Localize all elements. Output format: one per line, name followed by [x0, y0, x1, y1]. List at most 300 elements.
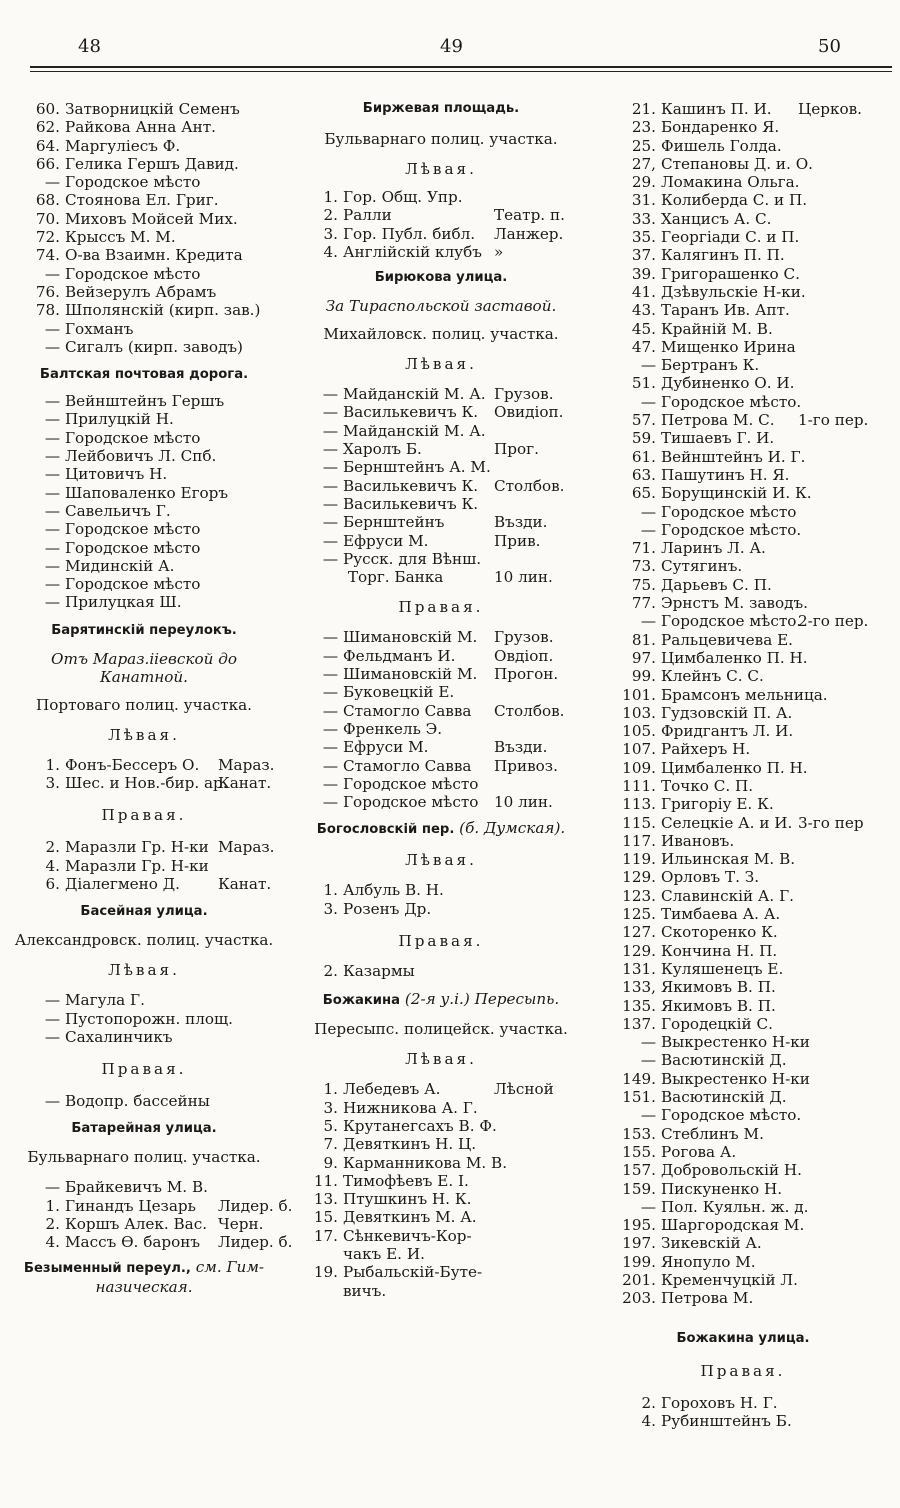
street-heading: Божакина улица.: [676, 1330, 810, 1346]
entry-number: 3.: [323, 899, 338, 918]
entry-name: Шполянскій (кирп. зав.): [65, 301, 261, 320]
entry-name: Дубиненко О. И.: [661, 374, 795, 393]
entry-location: Мараз.: [218, 838, 275, 857]
street-name: Богословскій пер.: [316, 822, 455, 838]
spacer: [8, 1166, 280, 1178]
spacer: [8, 1046, 280, 1060]
list-entry: [8, 465, 280, 483]
list-entry: [598, 155, 888, 173]
entry-name: Ефруси М.: [343, 531, 429, 550]
spacer: [296, 869, 586, 881]
list-entry: [296, 665, 586, 683]
police-district: Портоваго полиц. участка.: [36, 695, 252, 714]
list-entry: [598, 905, 888, 923]
entry-number: 3.: [323, 1098, 338, 1117]
street-heading: Бирюкова улица.: [374, 270, 508, 286]
list-entry: [296, 757, 586, 775]
list-entry: [8, 593, 280, 611]
list-entry: [296, 1282, 586, 1300]
entry-number: 25.: [631, 136, 656, 155]
entry-name: Бернштейнъ: [343, 513, 445, 532]
entry-name: вичъ.: [343, 1281, 387, 1300]
list-entry: [296, 495, 586, 513]
entry-number: —: [322, 476, 338, 495]
entry-location: Грузов.: [494, 628, 554, 647]
entry-number: 65.: [631, 484, 656, 503]
list-entry: [296, 1190, 586, 1208]
list-entry: [598, 100, 888, 118]
entry-location: Лидер. б.: [218, 1233, 293, 1252]
spacer: [296, 315, 586, 325]
entry-number: 195.: [622, 1216, 656, 1235]
entry-name: Фонъ-Бессеръ О.: [65, 755, 200, 774]
list-entry: [598, 228, 888, 246]
entry-number: —: [44, 173, 60, 192]
entry-number: 199.: [622, 1252, 656, 1271]
entry-name: Ломакина Ольга.: [661, 173, 800, 192]
entry-number: 19.: [313, 1263, 338, 1282]
list-entry: [598, 1125, 888, 1143]
entry-name: Пискуненко Н.: [661, 1179, 783, 1198]
list-entry: [296, 647, 586, 665]
entry-name: Буковецкій Е.: [343, 683, 455, 702]
entry-name: Городское мѣсто: [65, 520, 201, 539]
list-entry: [598, 1106, 888, 1124]
entry-name: О-ва Взаимн. Кредита: [65, 246, 243, 265]
entry-name: Городское мѣсто: [661, 502, 797, 521]
entry-number: 81.: [631, 630, 656, 649]
list-entry: [598, 942, 888, 960]
list-entry: [296, 385, 586, 403]
entry-location: Столбов.: [494, 701, 565, 720]
entry-number: 11.: [313, 1171, 338, 1190]
spacer: [296, 148, 586, 160]
spacer: [8, 792, 280, 806]
list-entry: [8, 155, 280, 173]
entry-location: 3-го пер: [798, 813, 864, 832]
entry-name: Городское мѣсто: [65, 538, 201, 557]
entry-number: 71.: [631, 539, 656, 558]
entry-location: 2-го пер.: [798, 612, 869, 631]
entry-number: —: [44, 556, 60, 575]
entry-name: Гудзовскій П. А.: [661, 703, 793, 722]
list-entry: [296, 513, 586, 531]
list-entry: [598, 795, 888, 813]
entry-number: 1.: [323, 1080, 338, 1099]
side-label: Лѣвая.: [108, 961, 180, 980]
entry-name: Нижникова А. Г.: [343, 1098, 478, 1117]
entry-name: Діалегмено Д.: [65, 874, 180, 893]
entry-name: Ларинъ Л. А.: [661, 539, 766, 558]
entry-number: 23.: [631, 118, 656, 137]
list-entry: [598, 667, 888, 685]
entry-name: Маразли Гр. Н-ки: [65, 856, 209, 875]
entry-number: —: [322, 701, 338, 720]
entry-number: 35.: [631, 228, 656, 247]
spacer: [296, 261, 586, 269]
entry-number: 117.: [622, 831, 656, 850]
list-entry: [598, 356, 888, 374]
entry-number: 61.: [631, 447, 656, 466]
list-entry: [598, 832, 888, 850]
list-entry: [598, 539, 888, 557]
entry-number: 1.: [45, 755, 60, 774]
list-entry: [8, 301, 280, 319]
entry-name: Маразли Гр. Н-ки: [65, 838, 209, 857]
entry-location: Канат.: [218, 774, 272, 793]
spacer: [8, 1078, 280, 1092]
entry-number: 149.: [622, 1069, 656, 1088]
list-entry: [598, 612, 888, 630]
entry-number: 7.: [323, 1135, 338, 1154]
list-entry: [8, 484, 280, 502]
entry-number: 75.: [631, 575, 656, 594]
list-entry: [8, 429, 280, 447]
list-entry: [8, 338, 280, 356]
entry-name: Лебедевъ А.: [343, 1080, 441, 1099]
entry-number: 68.: [35, 191, 60, 210]
list-entry: [598, 466, 888, 484]
entry-number: 66.: [35, 154, 60, 173]
entry-location: Лидер. б.: [218, 1196, 293, 1215]
entry-number: —: [640, 356, 656, 375]
entry-name: Васютинскій Д.: [661, 1051, 787, 1070]
entry-number: 159.: [622, 1179, 656, 1198]
list-entry: [598, 649, 888, 667]
list-entry: [598, 265, 888, 283]
list-entry: [598, 1289, 888, 1307]
entry-name: чакъ Е. И.: [343, 1244, 425, 1263]
page-number-right: 50: [818, 36, 841, 57]
list-entry: [598, 246, 888, 264]
list-entry: [8, 392, 280, 410]
entry-name: Крутанегсахъ В. Ф.: [343, 1116, 497, 1135]
list-entry: [296, 1135, 586, 1153]
entry-name: Борущинскій И. К.: [661, 484, 812, 503]
list-entry: [8, 118, 280, 136]
entry-location: Столбов.: [494, 476, 565, 495]
list-entry: [296, 188, 586, 206]
entry-name: Ильинская М. В.: [661, 850, 796, 869]
entry-name: Рыбальскій-Буте-: [343, 1263, 483, 1282]
list-entry: [8, 191, 280, 209]
entry-number: —: [640, 502, 656, 521]
entry-number: —: [322, 628, 338, 647]
entry-name: Прилуцкая Ш.: [65, 593, 182, 612]
street-heading: [296, 819, 586, 839]
list-entry: [598, 1253, 888, 1271]
list-entry: [296, 1245, 586, 1263]
side-label: Лѣвая.: [108, 725, 180, 744]
list-entry: [598, 923, 888, 941]
list-entry: [598, 1015, 888, 1033]
entry-name: Бондаренко Я.: [661, 118, 780, 137]
entry-number: 157.: [622, 1161, 656, 1180]
list-entry: [598, 429, 888, 447]
entry-name: Янопуло М.: [661, 1252, 756, 1271]
entry-name: Майданскій М. А.: [343, 385, 486, 404]
entry-number: 47.: [631, 337, 656, 356]
entry-number: 33.: [631, 209, 656, 228]
entry-name: Выкрестенко Н-ки: [661, 1033, 810, 1052]
spacer: [296, 811, 586, 819]
entry-name: Васютинскій Д.: [661, 1088, 787, 1107]
entry-name: Торг. Банка: [343, 568, 444, 587]
location-note: Отъ Мараз.ііевской до: [51, 649, 237, 668]
entry-number: 103.: [622, 703, 656, 722]
entry-name: Кончина Н. П.: [661, 941, 778, 960]
entry-name: Розенъ Др.: [343, 899, 432, 918]
entry-name: Крайній М. В.: [661, 319, 773, 338]
list-entry: [598, 1070, 888, 1088]
spacer: [8, 949, 280, 961]
list-entry: [8, 320, 280, 338]
entry-name: Брамсонъ мельница.: [661, 685, 828, 704]
entry-location: Театр. п.: [494, 206, 565, 225]
list-entry: [296, 738, 586, 756]
entry-number: —: [44, 483, 60, 502]
entry-name: Фельдманъ И.: [343, 646, 456, 665]
entry-name: Затворницкій Семенъ: [65, 100, 240, 118]
side-label: Лѣвая.: [405, 1050, 477, 1069]
street-note: (б. Думская).: [459, 819, 566, 838]
side-label: Правая.: [398, 598, 484, 617]
list-entry: [598, 320, 888, 338]
entry-name: Таранъ Ив. Апт.: [661, 301, 790, 320]
list-entry: [598, 448, 888, 466]
spacer: [8, 744, 280, 756]
entry-number: 99.: [631, 667, 656, 686]
entry-number: —: [44, 264, 60, 283]
entry-name: Тимбаева А. А.: [661, 905, 781, 924]
side-label: Лѣвая.: [405, 355, 477, 374]
police-district: Михайловск. полиц. участка.: [323, 325, 559, 344]
entry-number: 64.: [35, 136, 60, 155]
entry-number: 137.: [622, 1014, 656, 1033]
entry-location: Церков.: [798, 100, 862, 118]
entry-name: Городское мѣсто: [65, 264, 201, 283]
entry-name: Гинандъ Цезарь: [65, 1196, 196, 1215]
entry-name: Георгіади С. и П.: [661, 228, 800, 247]
entry-number: 129.: [622, 941, 656, 960]
spacer: [8, 824, 280, 838]
entry-name: Селецкіе А. и И.: [661, 813, 793, 832]
entry-number: 51.: [631, 374, 656, 393]
list-entry: [296, 1227, 586, 1245]
list-entry: [598, 850, 888, 868]
list-entry: [598, 740, 888, 758]
entry-name: Городское мѣсто: [343, 793, 479, 812]
entry-name: Шаргородская М.: [661, 1216, 805, 1235]
location-note: Канатной.: [99, 667, 189, 686]
entry-number: 2.: [45, 838, 60, 857]
spacer: [296, 1038, 586, 1050]
entry-location: Черн.: [218, 1214, 264, 1233]
entry-number: 2.: [323, 206, 338, 225]
entry-name: Гор. Публ. библ.: [343, 224, 476, 243]
police-district: Бульварнаго полиц. участка.: [324, 130, 558, 148]
entry-number: —: [44, 593, 60, 612]
entry-name: Бертранъ К.: [661, 356, 760, 375]
list-entry: [296, 1099, 586, 1117]
entry-location: Прог.: [494, 440, 539, 459]
entry-name: Пустопорожн. площ.: [65, 1009, 233, 1028]
entry-name: Городское мѣсто.: [661, 520, 802, 539]
list-entry: [598, 704, 888, 722]
list-entry: [8, 137, 280, 155]
spacer: [296, 373, 586, 385]
list-entry: [296, 628, 586, 646]
list-entry: [8, 410, 280, 428]
list-entry: [8, 1010, 280, 1028]
column-right: [598, 100, 888, 1430]
list-entry: [598, 1412, 888, 1430]
entry-name: Городское мѣсто: [65, 575, 201, 594]
entry-name: Степановы Д. и. О.: [661, 154, 813, 173]
entry-number: 107.: [622, 740, 656, 759]
entry-location: 10 лин.: [494, 793, 553, 812]
entry-name: Клейнъ С. С.: [661, 667, 764, 686]
entry-name: Водопр. бассейны: [65, 1092, 210, 1111]
entry-name: Крыссъ М. М.: [65, 228, 176, 247]
entry-name: Гор. Общ. Упр.: [343, 188, 463, 206]
entry-number: —: [44, 1178, 60, 1197]
list-entry: [598, 960, 888, 978]
entry-number: —: [322, 719, 338, 738]
spacer: [296, 586, 586, 598]
entry-name: Девяткинъ Н. Ц.: [343, 1135, 477, 1154]
spacer: [296, 839, 586, 851]
entry-location: Лѣсной: [494, 1080, 554, 1099]
entry-location: Канат.: [218, 874, 272, 893]
entry-number: —: [322, 646, 338, 665]
entry-name: Скоторенко К.: [661, 923, 778, 942]
entry-name: Стамогло Савва: [343, 756, 472, 775]
entry-number: 151.: [622, 1088, 656, 1107]
entry-number: 97.: [631, 648, 656, 667]
entry-name: Сахалинчикъ: [65, 1027, 173, 1046]
list-entry: [296, 1154, 586, 1172]
entry-name: Майданскій М. А.: [343, 421, 486, 440]
entry-location: Мараз.: [218, 755, 275, 774]
list-entry: [598, 301, 888, 319]
list-entry: [8, 857, 280, 875]
spacer: [296, 918, 586, 932]
entry-number: 41.: [631, 282, 656, 301]
spacer: [598, 1308, 888, 1330]
list-entry: [8, 1092, 280, 1110]
list-entry: [8, 1233, 293, 1252]
list-entry: [8, 774, 280, 792]
entry-number: 1.: [323, 881, 338, 900]
list-entry: [598, 1180, 888, 1198]
list-entry: [8, 1178, 280, 1196]
list-entry: [296, 1117, 586, 1135]
entry-number: 29.: [631, 173, 656, 192]
entry-number: 62.: [35, 118, 60, 137]
entry-number: —: [322, 793, 338, 812]
entry-number: —: [44, 447, 60, 466]
list-entry: [598, 1088, 888, 1106]
entry-number: 155.: [622, 1142, 656, 1161]
entry-name: Городское мѣсто.: [661, 612, 802, 631]
side-label: Лѣвая.: [405, 851, 477, 870]
entry-name: Русск. для Вѣнш.: [343, 549, 482, 568]
header-rule-thin: [30, 71, 892, 72]
spacer: [8, 612, 280, 622]
entry-number: 21.: [631, 100, 656, 118]
list-entry: [296, 550, 586, 568]
entry-number: 39.: [631, 264, 656, 283]
spacer: [296, 118, 586, 130]
list-entry: [296, 225, 586, 243]
entry-number: 203.: [622, 1289, 656, 1308]
list-entry: [598, 1143, 888, 1161]
entry-number: —: [44, 1027, 60, 1046]
spacer: [296, 616, 586, 628]
entry-name: Стамогло Савва: [343, 701, 472, 720]
entry-name: Френкель Э.: [343, 719, 443, 738]
entry-number: —: [322, 494, 338, 513]
entry-number: 76.: [35, 282, 60, 301]
entry-number: 131.: [622, 959, 656, 978]
entry-name: Василькевичъ К.: [343, 476, 479, 495]
list-entry: [598, 978, 888, 996]
entry-name: Шимановскій М.: [343, 628, 478, 647]
entry-number: —: [640, 1033, 656, 1052]
entry-number: 153.: [622, 1124, 656, 1143]
entry-name: Карманникова М. В.: [343, 1153, 508, 1172]
list-entry: [296, 422, 586, 440]
entry-number: 37.: [631, 246, 656, 265]
list-entry: [296, 702, 586, 720]
list-entry: [8, 246, 280, 264]
entry-name: Пашутинъ Н. Я.: [661, 465, 790, 484]
entry-number: —: [44, 520, 60, 539]
list-entry: [8, 1196, 293, 1215]
spacer: [8, 384, 280, 392]
entry-name: Цимбаленко П. Н.: [661, 648, 808, 667]
street-heading: Биржевая площадь.: [362, 101, 520, 116]
entry-name: Городское мѣсто.: [661, 1106, 802, 1125]
entry-number: —: [44, 337, 60, 356]
entry-number: —: [44, 991, 60, 1010]
entry-name: Городское мѣсто: [65, 428, 201, 447]
list-entry: [598, 814, 888, 832]
list-entry: [8, 1215, 280, 1233]
list-entry: [296, 206, 586, 224]
entry-name: Ивановъ.: [661, 831, 735, 850]
entry-name: Англійскій клубъ: [343, 242, 482, 261]
spacer: [8, 640, 280, 650]
list-entry: [598, 868, 888, 886]
entry-location: Прив.: [494, 531, 541, 550]
list-entry: [8, 265, 280, 283]
entry-name: Фридгантъ Л. И.: [661, 722, 794, 741]
entry-name: Пол. Куяльн. ж. д.: [661, 1197, 809, 1216]
entry-number: 9.: [323, 1153, 338, 1172]
entry-name: Вейнштейнъ Гершъ: [65, 392, 225, 411]
list-entry: [598, 283, 888, 301]
entry-number: 31.: [631, 191, 656, 210]
entry-number: 78.: [35, 301, 60, 320]
spacer: [8, 893, 280, 903]
entry-number: —: [640, 1051, 656, 1070]
list-entry: [296, 1263, 586, 1281]
entry-name: Вейнштейнъ И. Г.: [661, 447, 806, 466]
list-entry: [296, 962, 586, 980]
entry-number: —: [322, 440, 338, 459]
